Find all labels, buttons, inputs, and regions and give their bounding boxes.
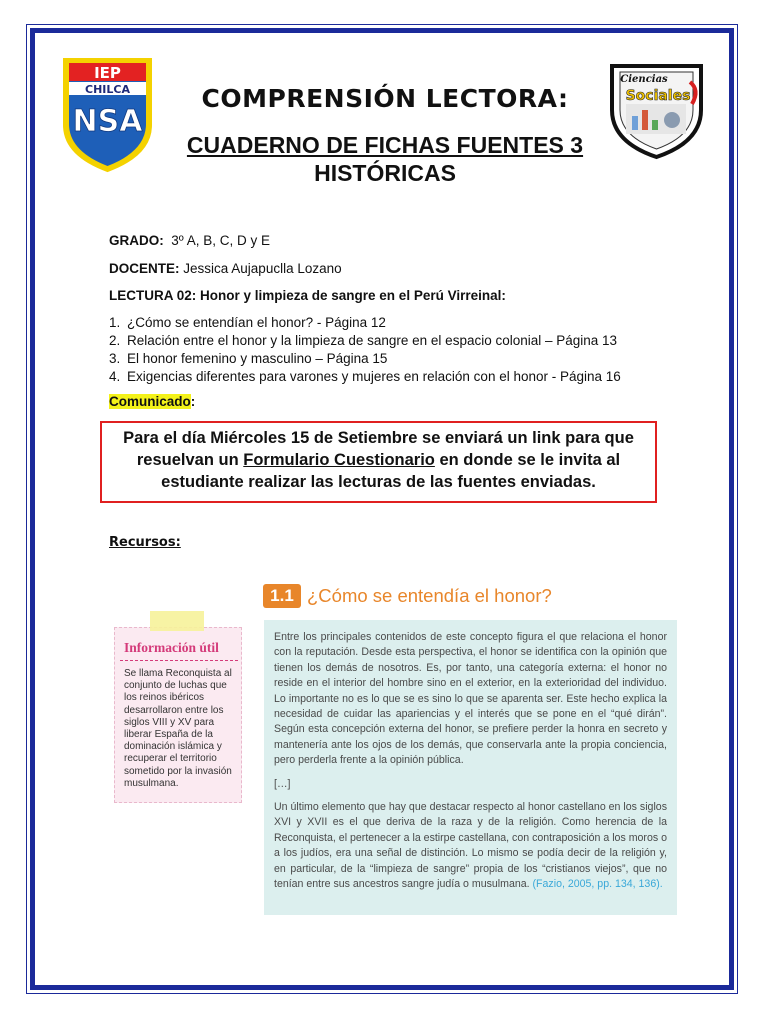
- notice-text-part2: en donde se le invita al estudiante realizar las lecturas de las fuentes enviadas.: [161, 451, 621, 491]
- source-quote-box: [264, 620, 677, 915]
- tape-decoration: [150, 611, 204, 631]
- list-item-number: 1.: [109, 315, 121, 330]
- form-link-text: Formulario Cuestionario: [243, 451, 435, 469]
- list-item-text: Exigencias diferentes para varones y mujeres en relación con el honor - Página 16: [127, 369, 621, 384]
- list-item-number: 3.: [109, 351, 121, 366]
- logo-iep-text: IEP: [94, 64, 121, 82]
- section-number-badge: 1.1: [263, 584, 301, 608]
- recursos-heading: Recursos:: [109, 535, 181, 550]
- list-item: [109, 368, 621, 386]
- list-item: [109, 332, 621, 350]
- section-title: ¿Cómo se entendía el honor?: [307, 585, 552, 606]
- comunicado-colon: :: [190, 394, 196, 409]
- list-item-number: 2.: [109, 333, 121, 348]
- docente-row: [109, 261, 342, 276]
- list-item: [109, 314, 621, 332]
- page-title: COMPRENSIÓN LECTORA:: [201, 84, 569, 113]
- info-box-divider: [120, 660, 238, 661]
- school-shield-logo: [60, 55, 155, 173]
- info-box-text: Se llama Reconquista al conjunto de luchas que los reinos ibéricos desarrollaron entre los siglos VIII y XV para liberar España de la dominación islámica y recuperar el territorio sometido por la invasión musulmana.: [124, 668, 232, 789]
- quote-paragraph-2: [274, 800, 667, 892]
- lectura-heading: LECTURA 02: Honor y limpieza de sangre en el Perú Virreinal:: [109, 288, 506, 303]
- logo-nsa-text: NSA: [72, 104, 143, 139]
- quote-paragraph-2-text: Un último elemento que hay que destacar respecto al honor castellano en los siglos XVI y XVII es el que deriva de la raza y de la religión. Como herencia de la Reconquista, el pertenecer a la estirpe castellana, con contraposición a los moros o a los judíos, era una señal de distinción. Lo mismo se podía decir de la religión y, en particular, de la “limpieza de sangre” propia de los “cristianos viejos”, que no tenían entre sus ancestros sangre judía o musulmana.: [274, 801, 667, 891]
- subtitle-line-1: CUADERNO DE FICHAS FUENTES 3: [186, 132, 584, 158]
- notice-text-part1: Para el día Miércoles 15 de Setiembre se enviará un link para que resuelvan un: [123, 429, 634, 469]
- page-subtitle: [150, 131, 620, 187]
- list-item-text: ¿Cómo se entendían el honor? - Página 12: [127, 315, 386, 330]
- list-item: [109, 350, 621, 368]
- docente-label: DOCENTE:: [109, 261, 180, 276]
- quote-citation: (Fazio, 2005, pp. 134, 136).: [532, 878, 663, 891]
- info-box-title: Información útil: [124, 640, 219, 655]
- subtitle-line-2: HISTÓRICAS: [314, 160, 456, 186]
- grado-value: 3º A, B, C, D y E: [171, 233, 270, 248]
- crest-sociales-text: Sociales: [625, 88, 691, 104]
- grado-label: GRADO:: [109, 233, 164, 248]
- comunicado-label: [109, 394, 195, 409]
- comunicado-highlight: Comunicado: [109, 394, 191, 409]
- crest-ciencias-text: Ciencias: [620, 74, 668, 85]
- list-item-text: El honor femenino y masculino – Página 15: [127, 351, 388, 366]
- grado-row: [109, 233, 270, 248]
- list-item-number: 4.: [109, 369, 121, 384]
- notice-box: [100, 421, 657, 503]
- list-item-text: Relación entre el honor y la limpieza de sangre en el espacio colonial – Página 13: [127, 333, 618, 348]
- readings-list: [109, 314, 621, 386]
- docente-value: Jessica Aujapuclla Lozano: [183, 261, 342, 276]
- logo-chilca-text: CHILCA: [85, 83, 130, 96]
- quote-ellipsis: […]: [274, 777, 291, 790]
- quote-paragraph-1: Entre los principales contenidos de este concepto figura el que relaciona el honor con la reputación. Desde esta perspectiva, el honor se identifica con la opinión que tienen los demás de nosotros. Es, por tanto, una categoría externa: el honor no reside en el interior del hombre sino en el exterior, en la exterioridad del individuo. Lo importante no es lo que se es sino lo que se aparenta ser. Este hecho explica la necesidad de cuidar las apariencias y el interés que se pone en el “qué dirán”. Según esta concepción externa del honor, se prefiere perder la honra en secreto y mantenería ante los ojos de los demás, que conservarla ante la propia conciencia, pero perderla frente a la opinión pública.: [274, 631, 667, 767]
